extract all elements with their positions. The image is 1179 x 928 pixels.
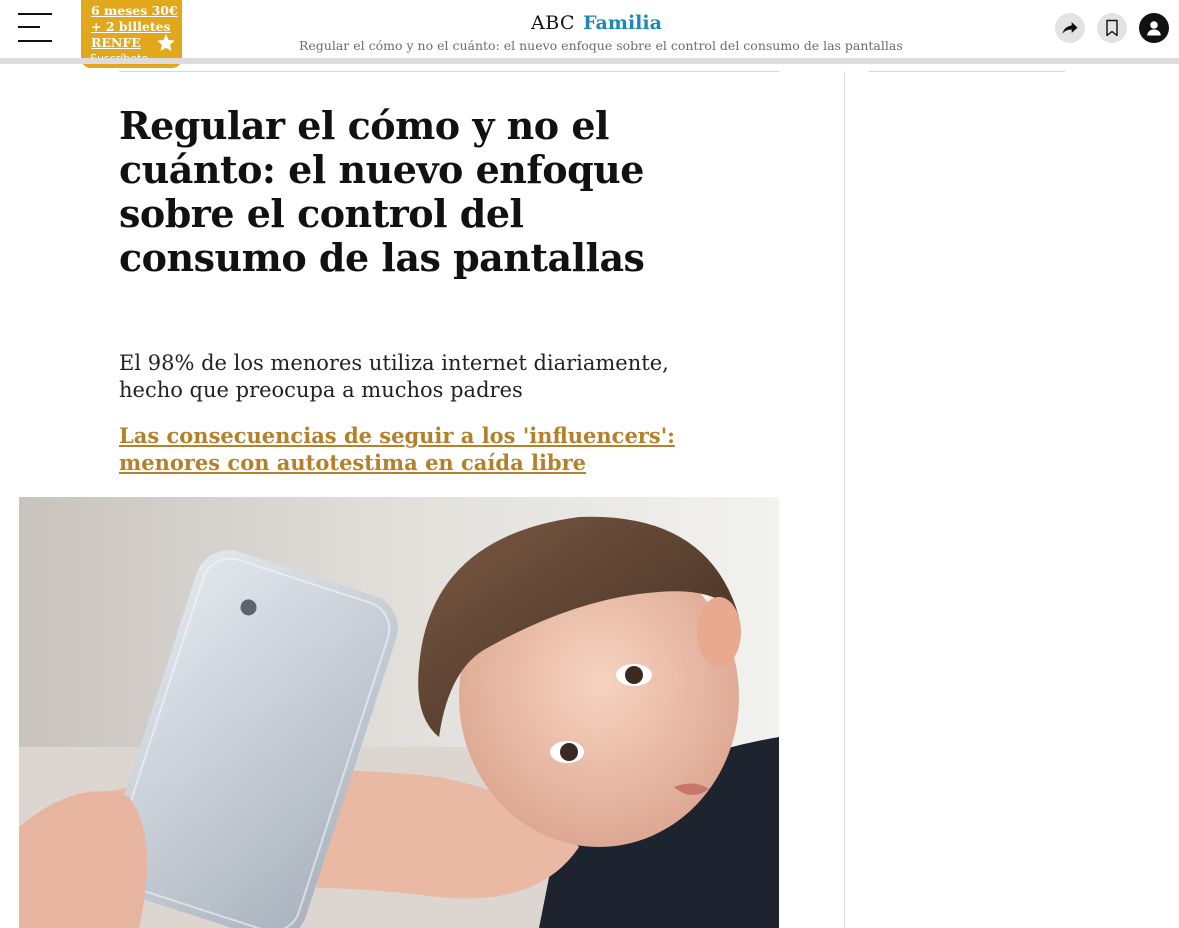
star-icon <box>156 33 176 53</box>
hamburger-menu-icon[interactable] <box>18 12 56 44</box>
section-name: Familia <box>583 12 662 34</box>
menu-line <box>18 13 52 15</box>
menu-line <box>18 26 40 28</box>
menu-line <box>18 40 52 42</box>
header-article-title: Regular el cómo y no el cuánto: el nuevo enfoque sobre el control del consumo de las pantallas <box>299 38 903 53</box>
share-button[interactable] <box>1055 13 1085 43</box>
promo-line-3: RENFE <box>91 35 141 50</box>
article-hero-image <box>19 497 779 928</box>
sidebar-top-rule <box>869 71 1065 72</box>
column-divider <box>844 71 845 928</box>
related-article-link[interactable]: Las consecuencias de seguir a los 'influencers': menores con autotestima en caída libre <box>119 423 675 475</box>
bookmark-icon <box>1105 19 1119 37</box>
child-with-phone-illustration <box>19 497 779 928</box>
site-brand[interactable] <box>531 10 662 34</box>
site-header <box>0 0 1179 58</box>
bookmark-button[interactable] <box>1097 13 1127 43</box>
promo-line-2: + 2 billetes <box>91 19 171 34</box>
promo-line-1: 6 meses 30€ <box>91 3 178 18</box>
share-icon <box>1060 18 1080 38</box>
article-deck: El 98% de los menores utiliza internet diariamente, hecho que preocupa a muchos padres <box>119 351 669 402</box>
brand-logo: ABC <box>531 12 576 34</box>
user-account-button[interactable] <box>1139 13 1169 43</box>
content-top-rule <box>119 71 779 72</box>
user-icon <box>1145 19 1163 37</box>
article-headline: Regular el cómo y no el cuánto: el nuevo enfoque sobre el control del consumo de las pantallas <box>119 103 645 280</box>
header-divider <box>0 58 1179 64</box>
